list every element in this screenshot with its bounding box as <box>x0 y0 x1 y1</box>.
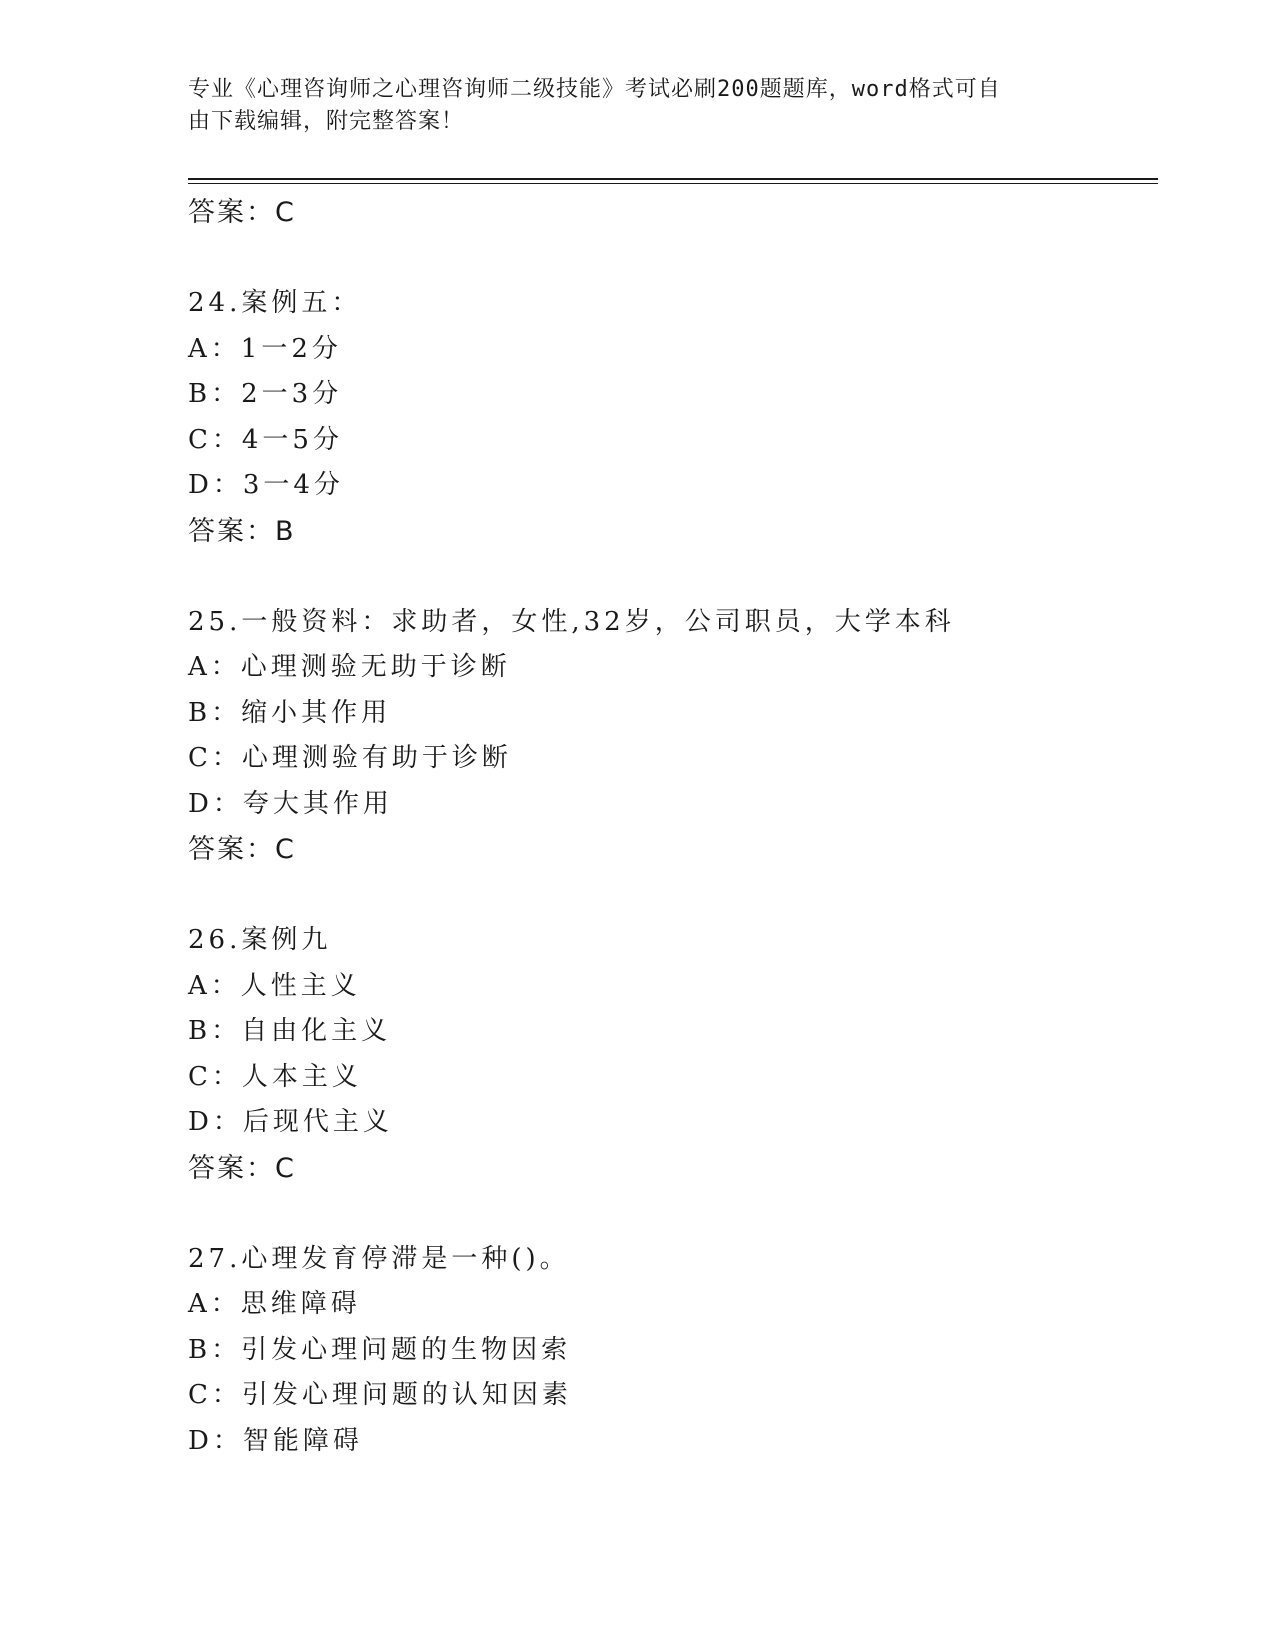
option-d: D：3一4分 <box>188 470 344 500</box>
header-line-2: 由下载编辑，附完整答案！ <box>188 109 465 134</box>
header-line-1: 专业《心理咨询师之心理咨询师二级技能》考试必刷200题题库，word格式可自 <box>188 77 1001 102</box>
header-rule-thin <box>188 183 1158 184</box>
question-block <box>188 281 1148 554</box>
option-a: A：人性主义 <box>188 970 361 1001</box>
spacer <box>188 1191 1148 1237</box>
question-block <box>188 918 1148 1191</box>
option-a: A：1一2分 <box>188 333 342 364</box>
header-rule-thick <box>188 178 1158 180</box>
answer-line: 答案：B <box>188 515 296 547</box>
option-c: C：心理测验有助于诊断 <box>188 743 512 773</box>
question-stem: 25.一般资料：求助者，女性,32岁，公司职员，大学本科 <box>188 606 955 637</box>
option-b: B：自由化主义 <box>188 1016 392 1046</box>
option-d: D：智能障碍 <box>188 1425 363 1456</box>
spacer <box>188 554 1148 600</box>
option-d: D：夸大其作用 <box>188 788 393 819</box>
spacer <box>188 873 1148 919</box>
option-a: A：心理测验无助于诊断 <box>188 652 511 682</box>
option-c: C：4一5分 <box>188 424 343 455</box>
option-c: C：引发心理问题的认知因素 <box>188 1380 572 1410</box>
spacer <box>188 236 1148 282</box>
option-d: D：后现代主义 <box>188 1107 393 1137</box>
answer-line: 答案：C <box>188 1152 296 1184</box>
option-b: B：2一3分 <box>188 379 343 409</box>
document-header <box>188 74 1068 138</box>
question-block <box>188 1237 1148 1465</box>
option-a: A：思维障碍 <box>188 1289 361 1319</box>
option-c: C：人本主义 <box>188 1061 362 1092</box>
option-b: B：引发心理问题的生物因索 <box>188 1334 572 1365</box>
question-list <box>188 190 1148 1464</box>
question-stem: 27.心理发育停滞是一种()。 <box>188 1243 570 1274</box>
answer-line: 答案：C <box>188 834 296 865</box>
question-block <box>188 600 1148 873</box>
question-stem: 24.案例五： <box>188 288 362 318</box>
question-stem: 26.案例九 <box>188 925 332 955</box>
answer-line: 答案：C <box>188 197 296 228</box>
option-b: B：缩小其作用 <box>188 697 392 728</box>
